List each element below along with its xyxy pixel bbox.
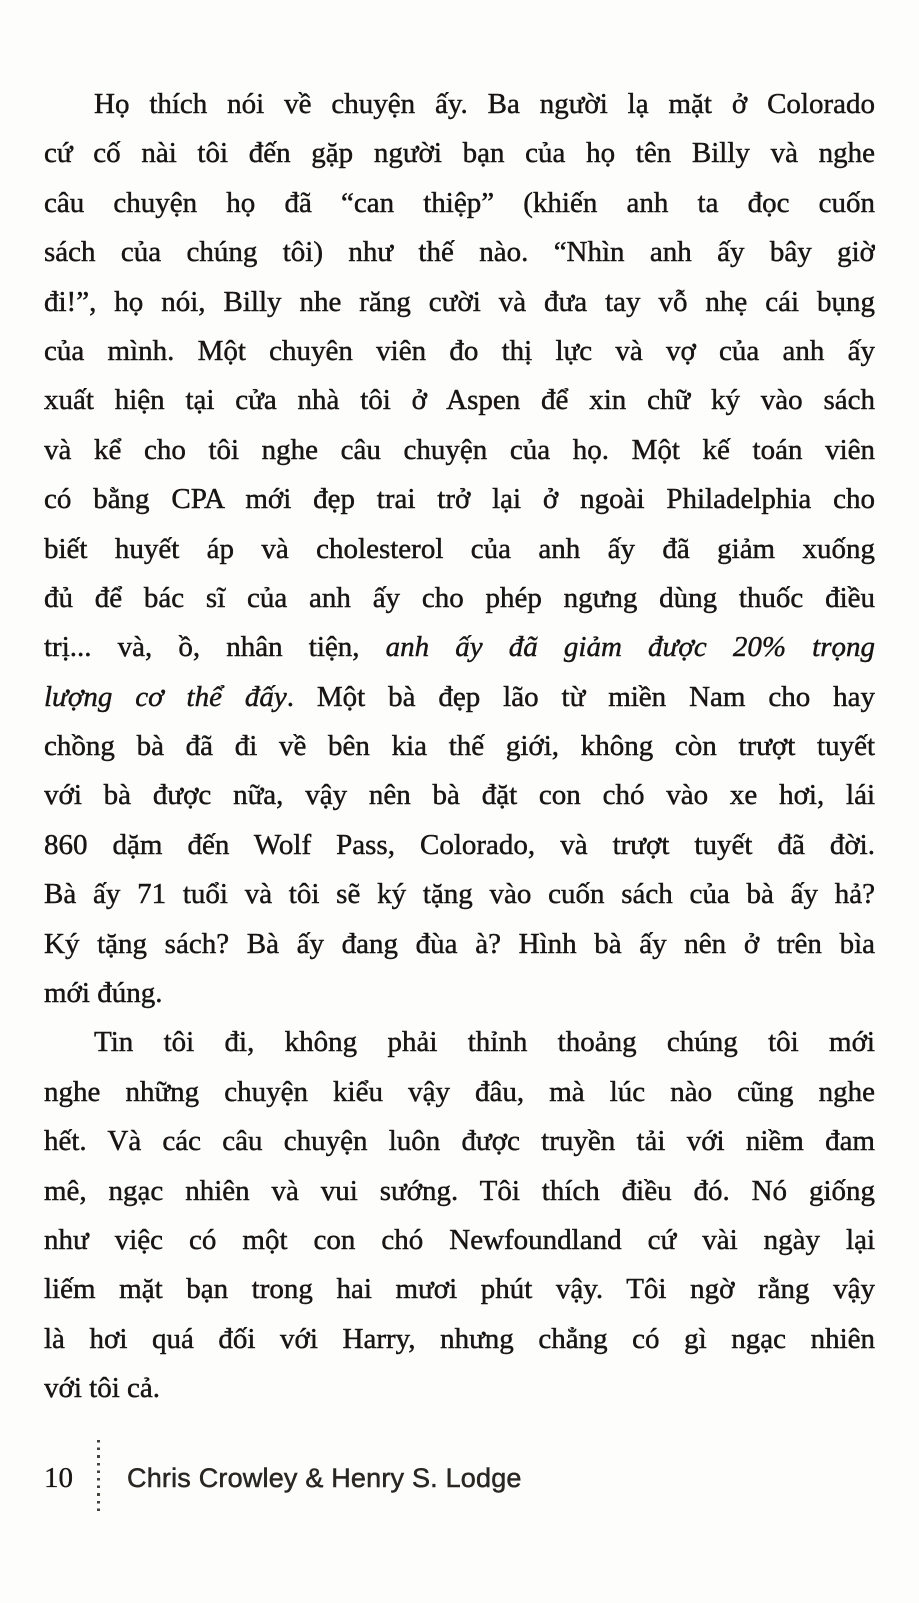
page-number: 10 — [44, 1461, 73, 1494]
text-segment: mê, ngạc nhiên và vui sướng. Tôi thích điều đó. Nó giống — [44, 1174, 875, 1207]
text-segment: có bằng CPA mới đẹp trai trở lại ở ngoài Philadelphia cho — [44, 483, 875, 516]
text-line — [44, 1216, 875, 1265]
text-segment: 860 dặm đến Wolf Pass, Colorado, và trượt tuyết đã đời. — [44, 828, 875, 861]
text-line — [44, 80, 875, 129]
text-segment: Bà ấy 71 tuổi và tôi sẽ ký tặng vào cuốn sách của bà ấy hả? — [44, 878, 875, 911]
text-segment: liếm mặt bạn trong hai mươi phút vậy. Tôi ngờ rằng vậy — [44, 1273, 875, 1306]
text-segment: với bà được nữa, vậy nên bà đặt con chó vào xe hơi, lái — [44, 779, 875, 812]
text-segment: Ký tặng sách? Bà ấy đang đùa à? Hình bà ấy nên ở trên bìa — [44, 927, 875, 960]
text-line — [44, 1068, 875, 1117]
text-segment: câu chuyện họ đã “can thiệp” (khiến anh ta đọc cuốn — [44, 186, 875, 219]
text-line — [44, 278, 875, 327]
text-line — [44, 673, 875, 722]
text-line — [44, 920, 875, 969]
text-segment: Tin tôi đi, không phải thỉnh thoảng chúng tôi mới — [94, 1026, 875, 1059]
text-line — [44, 574, 875, 623]
text-line — [44, 623, 875, 672]
text-line — [44, 376, 875, 425]
text-segment: hết. Và các câu chuyện luôn được truyền tải với niềm đam — [44, 1125, 875, 1158]
text-segment: là hơi quá đối với Harry, nhưng chẳng có gì ngạc nhiên — [44, 1322, 875, 1355]
text-line — [44, 1117, 875, 1166]
text-line — [44, 129, 875, 178]
text-segment: cứ cố nài tôi đến gặp người bạn của họ tên Billy và nghe — [44, 137, 875, 170]
text-line — [44, 821, 875, 870]
text-segment: đủ để bác sĩ của anh ấy cho phép ngưng dùng thuốc điều — [44, 581, 875, 614]
text-segment: như việc có một con chó Newfoundland cứ vài ngày lại — [44, 1223, 875, 1256]
text-line — [44, 870, 875, 919]
text-segment: của mình. Một chuyên viên đo thị lực và vợ của anh ấy — [44, 334, 875, 367]
text-segment: Họ thích nói về chuyện ấy. Ba người lạ mặt ở Colorado — [94, 88, 875, 120]
footer-dotted-divider — [97, 1440, 100, 1516]
text-line — [44, 969, 875, 1018]
text-line — [44, 475, 875, 524]
body-text — [44, 80, 875, 1414]
text-line — [44, 1265, 875, 1314]
text-segment: nghe những chuyện kiểu vậy đâu, mà lúc nào cũng nghe — [44, 1075, 875, 1108]
page-footer — [44, 1439, 522, 1517]
text-segment: . Một bà đẹp lão từ miền Nam cho hay — [286, 680, 875, 713]
text-segment: xuất hiện tại cửa nhà tôi ở Aspen để xin chữ ký vào sách — [44, 384, 875, 417]
text-segment: biết huyết áp và cholesterol của anh ấy đã giảm xuống — [44, 532, 875, 565]
text-line — [44, 179, 875, 228]
text-line — [44, 1167, 875, 1216]
text-segment: sách của chúng tôi) như thế nào. “Nhìn anh ấy bây giờ — [44, 236, 875, 269]
text-line — [44, 327, 875, 376]
text-segment: mới đúng. — [44, 977, 163, 1010]
paragraph — [44, 1018, 875, 1413]
running-title-authors: Chris Crowley & Henry S. Lodge — [127, 1462, 522, 1493]
text-line — [44, 1364, 875, 1413]
text-line — [44, 1315, 875, 1364]
text-segment: với tôi cả. — [44, 1372, 160, 1405]
text-line — [44, 771, 875, 820]
emphasized-text: anh ấy đã giảm được 20% trọng — [385, 631, 875, 664]
text-line — [44, 525, 875, 574]
text-line — [44, 722, 875, 771]
text-line — [44, 426, 875, 475]
paragraph — [44, 80, 875, 1018]
text-segment: trị... và, ồ, nhân tiện, — [44, 631, 386, 664]
text-line — [44, 228, 875, 277]
text-segment: đi!”, họ nói, Billy nhe răng cười và đưa tay vỗ nhẹ cái bụng — [44, 285, 875, 318]
text-segment: và kể cho tôi nghe câu chuyện của họ. Một kế toán viên — [44, 433, 875, 466]
text-segment: chồng bà đã đi về bên kia thế giới, không còn trượt tuyết — [44, 730, 875, 763]
emphasized-text: lượng cơ thể đấy — [44, 680, 287, 713]
text-line — [44, 1018, 875, 1067]
